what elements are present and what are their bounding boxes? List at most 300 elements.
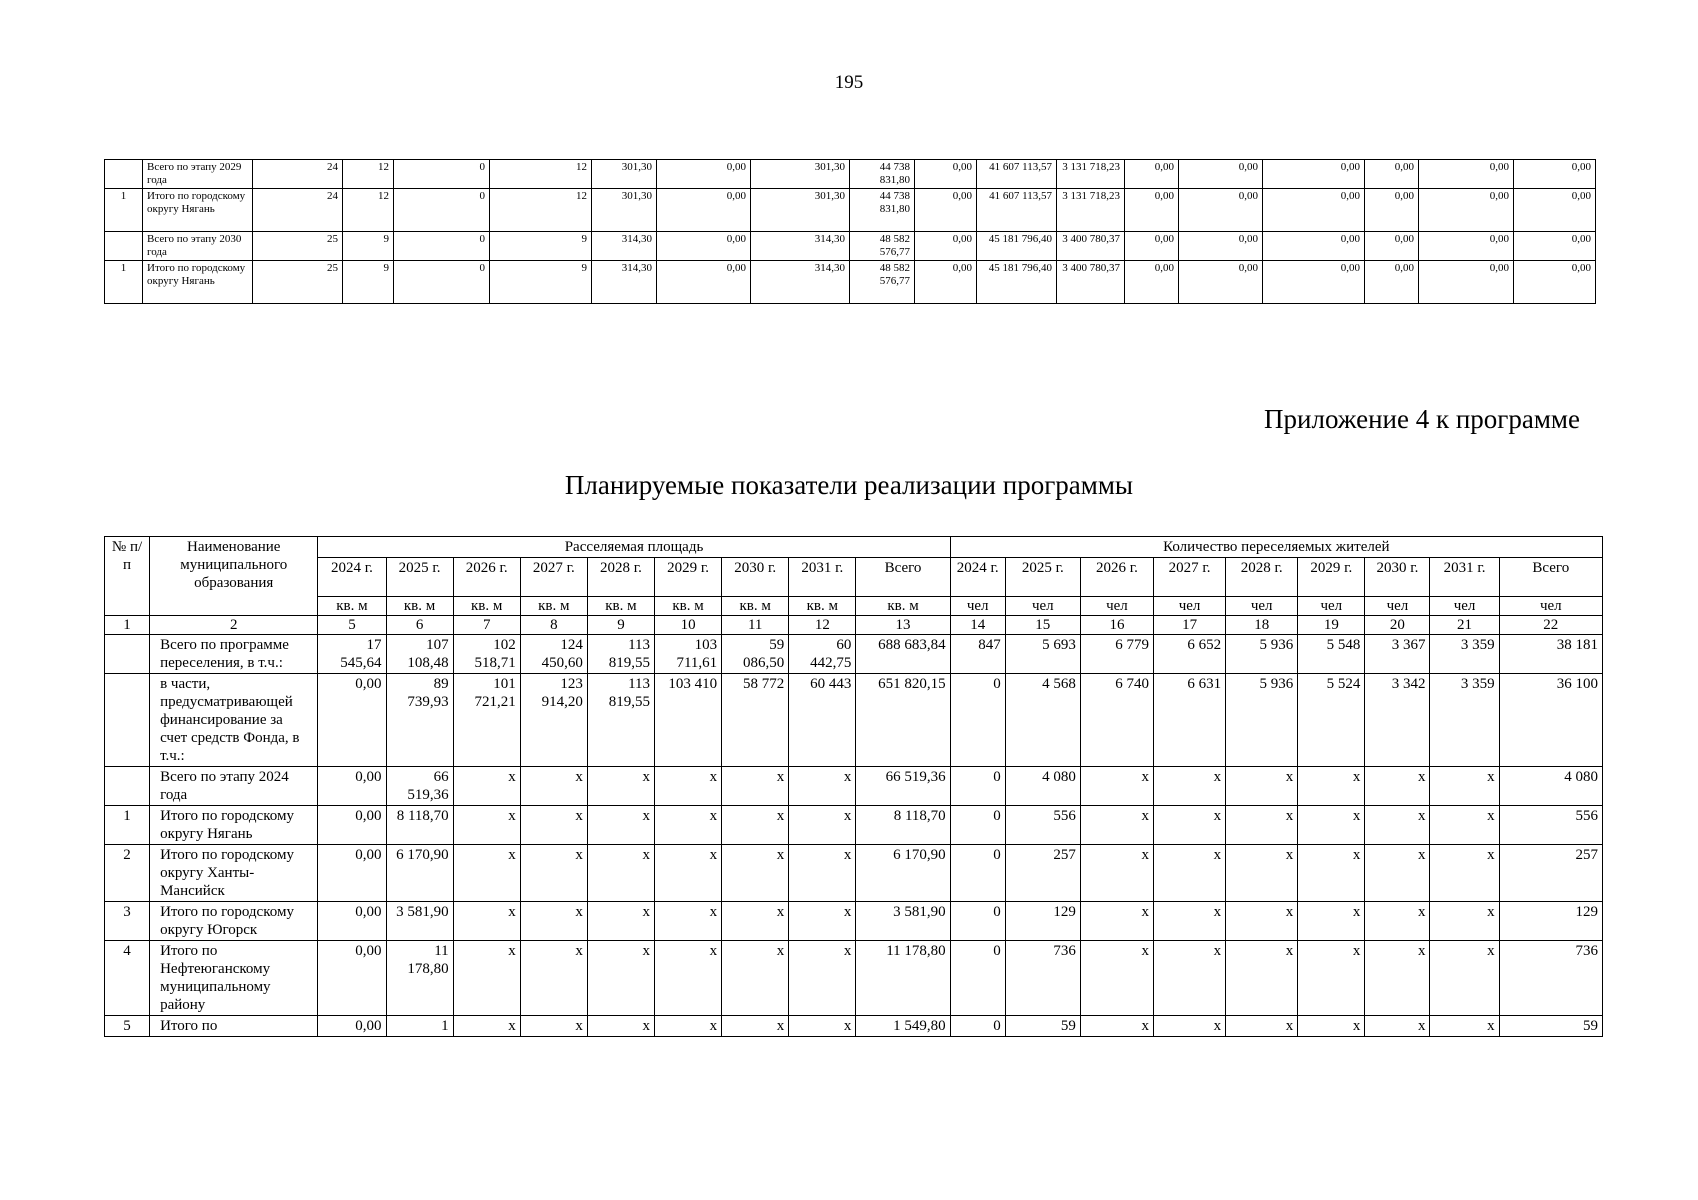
table-cell: 9 <box>343 261 394 304</box>
table-cell: х <box>587 845 654 902</box>
row-number: 1 <box>105 189 143 232</box>
table-cell: 12 <box>490 160 592 189</box>
column-number: 20 <box>1365 616 1430 635</box>
table-cell: 301,30 <box>751 189 850 232</box>
table-cell: 0,00 <box>1514 160 1596 189</box>
table-cell: х <box>453 1016 520 1037</box>
table-cell: х <box>520 845 587 902</box>
column-number: 17 <box>1154 616 1226 635</box>
table-cell: 48 582 576,77 <box>850 261 915 304</box>
header-area-year: 2027 г. <box>520 558 587 597</box>
table-cell: 44 738 831,80 <box>850 189 915 232</box>
table-cell: 25 <box>253 232 343 261</box>
table-cell: 44 738 831,80 <box>850 160 915 189</box>
table-cell: 0,00 <box>1514 189 1596 232</box>
table-cell: х <box>587 941 654 1016</box>
table-cell: х <box>1080 1016 1153 1037</box>
table-cell: 5 936 <box>1226 635 1298 674</box>
header-area-unit: кв. м <box>520 597 587 616</box>
header-area-group: Расселяемая площадь <box>318 537 950 558</box>
table-cell: х <box>453 845 520 902</box>
header-resident-unit: чел <box>1154 597 1226 616</box>
table-cell: х <box>1080 767 1153 806</box>
column-number: 18 <box>1226 616 1298 635</box>
column-number: 8 <box>520 616 587 635</box>
table-cell: х <box>453 767 520 806</box>
table-cell: 6 779 <box>1080 635 1153 674</box>
table-cell: 60 443 <box>789 674 856 767</box>
row-name: Всего по этапу 2030 года <box>143 232 253 261</box>
top-table-row <box>105 160 1596 189</box>
table-cell: 0,00 <box>1125 232 1179 261</box>
table-cell: х <box>722 767 789 806</box>
table-cell: 6 631 <box>1154 674 1226 767</box>
table-cell: 0,00 <box>1365 189 1419 232</box>
table-cell: 0,00 <box>1179 189 1263 232</box>
table-cell: 6 170,90 <box>386 845 453 902</box>
table-cell: х <box>1298 941 1365 1016</box>
table-cell: х <box>789 902 856 941</box>
table-cell: 66 519,36 <box>856 767 950 806</box>
table-cell: 123 914,20 <box>520 674 587 767</box>
table-cell: 0 <box>950 1016 1005 1037</box>
table-cell: х <box>1298 806 1365 845</box>
table-cell: х <box>789 941 856 1016</box>
table-cell: 5 548 <box>1298 635 1365 674</box>
table-cell: х <box>722 806 789 845</box>
table-cell: 102 518,71 <box>453 635 520 674</box>
table-cell: 3 359 <box>1430 674 1499 767</box>
header-resident-year: 2024 г. <box>950 558 1005 597</box>
table-cell: 301,30 <box>592 160 657 189</box>
header-area-year: 2026 г. <box>453 558 520 597</box>
table-cell: 3 359 <box>1430 635 1499 674</box>
table-cell: 314,30 <box>751 261 850 304</box>
row-name: Итого по городскому округу Ханты-Мансийск <box>150 845 318 902</box>
table-cell: х <box>1226 767 1298 806</box>
table-cell: 4 568 <box>1005 674 1080 767</box>
top-table-row <box>105 189 1596 232</box>
table-cell: х <box>1430 902 1499 941</box>
appendix-label: Приложение 4 к программе <box>1264 404 1580 434</box>
column-number: 5 <box>318 616 386 635</box>
table-cell: 0 <box>394 189 490 232</box>
table-cell: 3 581,90 <box>386 902 453 941</box>
table-cell: 41 607 113,57 <box>977 160 1057 189</box>
table-cell: 8 118,70 <box>856 806 950 845</box>
table-cell: 3 400 780,37 <box>1057 261 1125 304</box>
table-cell: 129 <box>1499 902 1602 941</box>
column-number: 10 <box>655 616 722 635</box>
row-name: Итого по городскому округу Нягань <box>143 261 253 304</box>
table-cell: х <box>655 1016 722 1037</box>
table-cell: 12 <box>343 160 394 189</box>
table-cell: 45 181 796,40 <box>977 261 1057 304</box>
row-name: Итого по городскому округу Нягань <box>150 806 318 845</box>
header-area-unit: кв. м <box>318 597 386 616</box>
table-cell: х <box>520 1016 587 1037</box>
table-cell: 314,30 <box>592 261 657 304</box>
table-cell: 0,00 <box>1514 232 1596 261</box>
row-name: Всего по этапу 2029 года <box>143 160 253 189</box>
header-area-year: 2028 г. <box>587 558 654 597</box>
header-area-year: 2029 г. <box>655 558 722 597</box>
table-cell: 0,00 <box>1419 232 1514 261</box>
table-cell: 0,00 <box>318 767 386 806</box>
table-cell: х <box>587 767 654 806</box>
table-cell: 36 100 <box>1499 674 1602 767</box>
table-cell: х <box>722 902 789 941</box>
table-cell: 0,00 <box>1179 160 1263 189</box>
table-cell: х <box>655 902 722 941</box>
table-cell: 1 <box>386 1016 453 1037</box>
row-name: Всего по программе переселения, в т.ч.: <box>150 635 318 674</box>
table-cell: х <box>1226 902 1298 941</box>
table-row <box>105 674 1603 767</box>
table-cell: 0,00 <box>1179 232 1263 261</box>
column-number: 1 <box>105 616 150 635</box>
header-resident-unit: чел <box>1499 597 1602 616</box>
row-number: 3 <box>105 902 150 941</box>
column-number: 2 <box>150 616 318 635</box>
table-cell: 0 <box>394 261 490 304</box>
table-cell: 3 400 780,37 <box>1057 232 1125 261</box>
header-area-year: 2025 г. <box>386 558 453 597</box>
row-name: Итого по городскому округу Югорск <box>150 902 318 941</box>
table-cell: х <box>722 845 789 902</box>
table-cell: 24 <box>253 160 343 189</box>
table-cell: 11 178,80 <box>386 941 453 1016</box>
table-cell: х <box>1365 902 1430 941</box>
table-cell: 0,00 <box>915 232 977 261</box>
row-name: в части, предусматривающей финансирование за счет средств Фонда, в т.ч.: <box>150 674 318 767</box>
table-cell: 6 652 <box>1154 635 1226 674</box>
table-cell: 113 819,55 <box>587 635 654 674</box>
table-cell: 107 108,48 <box>386 635 453 674</box>
table-cell: 4 080 <box>1499 767 1602 806</box>
table-cell: х <box>1080 941 1153 1016</box>
table-cell: 38 181 <box>1499 635 1602 674</box>
row-number: 1 <box>105 806 150 845</box>
table-cell: 59 086,50 <box>722 635 789 674</box>
table-cell: 736 <box>1499 941 1602 1016</box>
table-cell: 0,00 <box>318 806 386 845</box>
table-cell: 4 080 <box>1005 767 1080 806</box>
table-cell: 314,30 <box>592 232 657 261</box>
table-cell: х <box>520 767 587 806</box>
table-cell: 17 545,64 <box>318 635 386 674</box>
column-number: 13 <box>856 616 950 635</box>
table-row <box>105 767 1603 806</box>
table-cell: х <box>789 845 856 902</box>
page-number: 195 <box>834 72 864 93</box>
header-area-unit: кв. м <box>386 597 453 616</box>
table-cell: х <box>1080 806 1153 845</box>
table-cell: х <box>1154 941 1226 1016</box>
header-resident-year: 2025 г. <box>1005 558 1080 597</box>
top-table-row <box>105 232 1596 261</box>
table-cell: х <box>655 941 722 1016</box>
table-cell: 5 524 <box>1298 674 1365 767</box>
table-cell: х <box>655 806 722 845</box>
table-cell: 0,00 <box>1419 261 1514 304</box>
column-number: 12 <box>789 616 856 635</box>
table-cell: 556 <box>1499 806 1602 845</box>
table-cell: х <box>722 941 789 1016</box>
table-cell: 5 693 <box>1005 635 1080 674</box>
header-area-year: 2030 г. <box>722 558 789 597</box>
table-cell: 0,00 <box>1125 261 1179 304</box>
header-resident-year: 2031 г. <box>1430 558 1499 597</box>
table-cell: 0,00 <box>1263 232 1365 261</box>
table-cell: 9 <box>490 261 592 304</box>
table-cell: 0,00 <box>1365 232 1419 261</box>
row-name: Итого по городскому округу Нягань <box>143 189 253 232</box>
table-cell: 0,00 <box>318 941 386 1016</box>
table-cell: х <box>1154 845 1226 902</box>
table-cell: 9 <box>490 232 592 261</box>
column-number: 19 <box>1298 616 1365 635</box>
table-cell: х <box>1226 941 1298 1016</box>
table-cell: 0,00 <box>657 189 751 232</box>
table-cell: 12 <box>490 189 592 232</box>
table-cell: х <box>453 902 520 941</box>
table-cell: 3 342 <box>1365 674 1430 767</box>
column-number: 15 <box>1005 616 1080 635</box>
top-table-row <box>105 261 1596 304</box>
table-cell: 58 772 <box>722 674 789 767</box>
table-cell: 0 <box>950 674 1005 767</box>
table-cell: х <box>1365 806 1430 845</box>
table-cell: х <box>655 845 722 902</box>
header-resident-unit: чел <box>1365 597 1430 616</box>
table-cell: 0,00 <box>1365 261 1419 304</box>
table-cell: х <box>1154 1016 1226 1037</box>
table-cell: 847 <box>950 635 1005 674</box>
row-number <box>105 232 143 261</box>
header-area-year: 2031 г. <box>789 558 856 597</box>
table-cell: 0,00 <box>1514 261 1596 304</box>
table-cell: х <box>1154 767 1226 806</box>
table-cell: х <box>789 806 856 845</box>
row-number: 5 <box>105 1016 150 1037</box>
table-cell: х <box>453 806 520 845</box>
table-cell: 1 549,80 <box>856 1016 950 1037</box>
header-resident-unit: чел <box>1080 597 1153 616</box>
row-name: Всего по этапу 2024 года <box>150 767 318 806</box>
table-cell: 0 <box>394 160 490 189</box>
table-cell: х <box>722 1016 789 1037</box>
table-cell: 66 519,36 <box>386 767 453 806</box>
table-cell: 0,00 <box>1179 261 1263 304</box>
table-row <box>105 806 1603 845</box>
table-cell: 8 118,70 <box>386 806 453 845</box>
header-area-year: 2024 г. <box>318 558 386 597</box>
table-cell: х <box>1226 806 1298 845</box>
table-cell: 3 131 718,23 <box>1057 160 1125 189</box>
table-cell: 0,00 <box>915 189 977 232</box>
table-cell: 12 <box>343 189 394 232</box>
table-cell: 103 410 <box>655 674 722 767</box>
table-cell: х <box>587 1016 654 1037</box>
table-cell: х <box>1226 1016 1298 1037</box>
table-cell: 301,30 <box>751 160 850 189</box>
header-area-unit: кв. м <box>722 597 789 616</box>
table-cell: х <box>1080 902 1153 941</box>
row-number: 2 <box>105 845 150 902</box>
table-cell: 6 740 <box>1080 674 1153 767</box>
table-cell: 0,00 <box>1419 189 1514 232</box>
table-cell: х <box>1430 767 1499 806</box>
row-number: 1 <box>105 261 143 304</box>
table-cell: 0,00 <box>1263 261 1365 304</box>
table-cell: 25 <box>253 261 343 304</box>
table-cell: 301,30 <box>592 189 657 232</box>
table-cell: 0 <box>950 845 1005 902</box>
table-cell: х <box>1298 767 1365 806</box>
header-area-year: Всего <box>856 558 950 597</box>
row-number: 4 <box>105 941 150 1016</box>
table-cell: 0,00 <box>1263 160 1365 189</box>
table-cell: 688 683,84 <box>856 635 950 674</box>
table-cell: 6 170,90 <box>856 845 950 902</box>
table-cell: 0,00 <box>657 261 751 304</box>
table-cell: 60 442,75 <box>789 635 856 674</box>
table-row <box>105 941 1603 1016</box>
header-area-unit: кв. м <box>856 597 950 616</box>
header-resident-unit: чел <box>1226 597 1298 616</box>
header-no: № п/п <box>105 537 150 616</box>
column-number: 16 <box>1080 616 1153 635</box>
table-cell: 0,00 <box>1365 160 1419 189</box>
header-resident-unit: чел <box>1298 597 1365 616</box>
table-cell: х <box>789 1016 856 1037</box>
header-resident-unit: чел <box>1430 597 1499 616</box>
table-cell: 124 450,60 <box>520 635 587 674</box>
table-cell: 0,00 <box>1263 189 1365 232</box>
table-cell: 0 <box>950 767 1005 806</box>
column-number: 7 <box>453 616 520 635</box>
table-cell: 24 <box>253 189 343 232</box>
top-continuation-table <box>104 159 1596 304</box>
table-cell: 0 <box>950 806 1005 845</box>
header-area-unit: кв. м <box>453 597 520 616</box>
table-cell: 129 <box>1005 902 1080 941</box>
table-cell: 59 <box>1499 1016 1602 1037</box>
table-cell: 3 581,90 <box>856 902 950 941</box>
table-cell: х <box>1298 1016 1365 1037</box>
table-cell: 736 <box>1005 941 1080 1016</box>
column-number: 14 <box>950 616 1005 635</box>
column-number: 9 <box>587 616 654 635</box>
header-resident-year: 2027 г. <box>1154 558 1226 597</box>
header-area-unit: кв. м <box>789 597 856 616</box>
table-cell: 11 178,80 <box>856 941 950 1016</box>
table-cell: 0 <box>950 902 1005 941</box>
table-cell: 103 711,61 <box>655 635 722 674</box>
table-cell: 0,00 <box>915 261 977 304</box>
header-resident-unit: чел <box>950 597 1005 616</box>
table-cell: 48 582 576,77 <box>850 232 915 261</box>
table-cell: 41 607 113,57 <box>977 189 1057 232</box>
table-cell: х <box>1430 941 1499 1016</box>
table-row <box>105 635 1603 674</box>
table-cell: 0,00 <box>318 902 386 941</box>
table-cell: х <box>587 806 654 845</box>
table-cell: 89 739,93 <box>386 674 453 767</box>
header-resident-year: 2026 г. <box>1080 558 1153 597</box>
table-cell: 0,00 <box>657 232 751 261</box>
table-cell: х <box>1365 845 1430 902</box>
table-cell: 651 820,15 <box>856 674 950 767</box>
indicators-table <box>104 536 1603 1037</box>
header-name: Наименование муниципального образования <box>150 537 318 616</box>
table-cell: 0 <box>394 232 490 261</box>
header-area-unit: кв. м <box>655 597 722 616</box>
row-number <box>105 160 143 189</box>
table-cell: х <box>520 902 587 941</box>
table-cell: 314,30 <box>751 232 850 261</box>
row-number <box>105 767 150 806</box>
column-number: 11 <box>722 616 789 635</box>
table-cell: 257 <box>1499 845 1602 902</box>
table-row <box>105 845 1603 902</box>
table-cell: 0,00 <box>318 1016 386 1037</box>
table-cell: 101 721,21 <box>453 674 520 767</box>
table-cell: 9 <box>343 232 394 261</box>
row-number <box>105 635 150 674</box>
table-cell: 59 <box>1005 1016 1080 1037</box>
table-cell: х <box>587 902 654 941</box>
table-cell: х <box>1080 845 1153 902</box>
header-resident-year: 2030 г. <box>1365 558 1430 597</box>
table-row <box>105 902 1603 941</box>
table-cell: 556 <box>1005 806 1080 845</box>
table-cell: х <box>1365 941 1430 1016</box>
table-cell: х <box>1430 845 1499 902</box>
table-cell: х <box>1154 806 1226 845</box>
table-cell: 0,00 <box>915 160 977 189</box>
table-cell: х <box>1298 902 1365 941</box>
table-cell: 0 <box>950 941 1005 1016</box>
table-cell: х <box>1298 845 1365 902</box>
table-cell: х <box>789 767 856 806</box>
table-cell: х <box>520 806 587 845</box>
table-cell: х <box>520 941 587 1016</box>
row-name: Итого по Нефтеюганскому муниципальному району <box>150 941 318 1016</box>
table-cell: 0,00 <box>318 674 386 767</box>
table-cell: 113 819,55 <box>587 674 654 767</box>
table-cell: х <box>1226 845 1298 902</box>
row-number <box>105 674 150 767</box>
header-resident-unit: чел <box>1005 597 1080 616</box>
table-row <box>105 1016 1603 1037</box>
table-cell: 3 131 718,23 <box>1057 189 1125 232</box>
table-cell: х <box>655 767 722 806</box>
table-cell: 0,00 <box>1419 160 1514 189</box>
table-cell: 0,00 <box>1125 160 1179 189</box>
table-cell: 5 936 <box>1226 674 1298 767</box>
table-cell: х <box>1365 767 1430 806</box>
column-number: 6 <box>386 616 453 635</box>
table-cell: х <box>1430 806 1499 845</box>
table-cell: 0,00 <box>318 845 386 902</box>
row-name: Итого по <box>150 1016 318 1037</box>
table-cell: х <box>1430 1016 1499 1037</box>
header-resident-year: Всего <box>1499 558 1602 597</box>
page-title: Планируемые показатели реализации программы <box>564 470 1134 500</box>
header-resident-year: 2029 г. <box>1298 558 1365 597</box>
